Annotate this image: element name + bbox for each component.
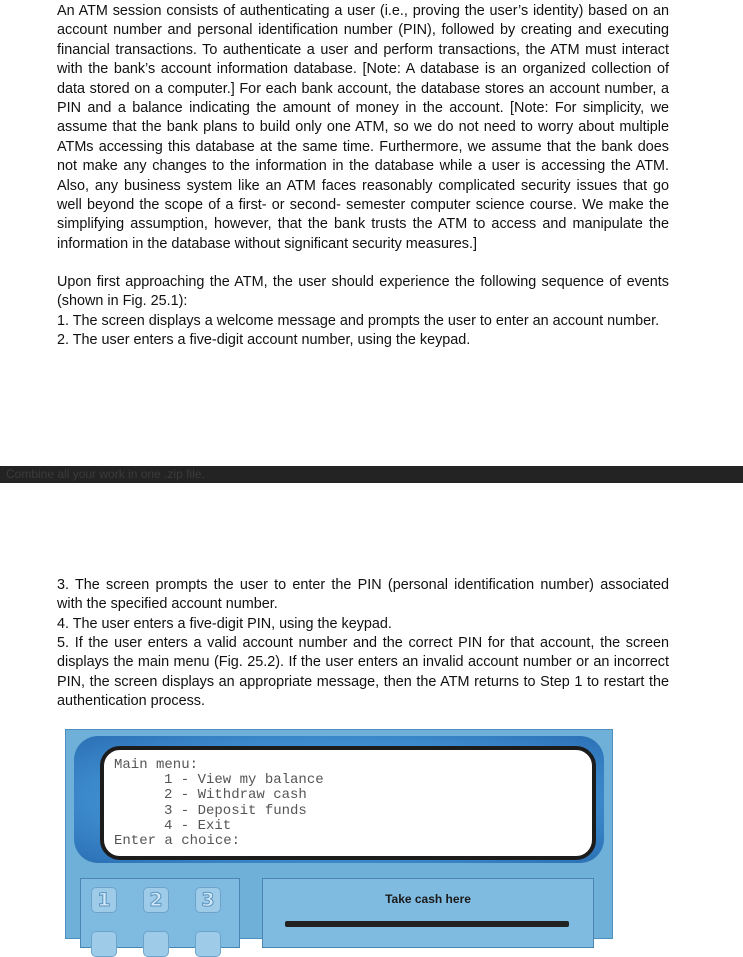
key-row2-a bbox=[91, 931, 117, 957]
atm-figure bbox=[65, 729, 613, 939]
step-3: 3. The screen prompts the user to enter the PIN (personal identification number) associated with the specified account number. bbox=[57, 577, 669, 613]
cash-label: Take cash here bbox=[385, 892, 471, 906]
menu-item-exit: 4 - Exit bbox=[164, 818, 232, 834]
menu-item-deposit: 3 - Deposit funds bbox=[164, 803, 307, 819]
step-5: 5. If the user enters a valid account number and the correct PIN for that account, the screen displays the main menu (Fig. 25.2). If the user enters an invalid account number or an incorrect PIN, the screen displays an appropriate message, then the ATM returns to Step 1 to restart the authentication process. bbox=[57, 635, 669, 710]
cash-slot-opening bbox=[285, 921, 569, 927]
atm-screen-bezel bbox=[74, 736, 604, 863]
page-divider bbox=[0, 466, 743, 483]
atm-keypad bbox=[80, 878, 240, 948]
key-row2-b bbox=[143, 931, 169, 957]
sequence-intro: Upon first approaching the ATM, the user should experience the following sequence of events (shown in Fig. 25.1): bbox=[57, 274, 669, 310]
menu-item-withdraw: 2 - Withdraw cash bbox=[164, 787, 307, 803]
menu-title: Main menu: bbox=[114, 757, 199, 773]
step-2: 2. The user enters a five-digit account number, using the keypad. bbox=[57, 332, 471, 348]
cash-dispenser bbox=[262, 878, 594, 948]
key-1: 1 bbox=[91, 887, 117, 913]
atm-screen bbox=[100, 746, 596, 860]
step-1: 1. The screen displays a welcome message and prompts the user to enter an account number. bbox=[57, 313, 660, 329]
step-4: 4. The user enters a five-digit PIN, using the keypad. bbox=[57, 616, 392, 632]
key-2: 2 bbox=[143, 887, 169, 913]
key-row2-c bbox=[195, 931, 221, 957]
key-3: 3 bbox=[195, 887, 221, 913]
menu-prompt: Enter a choice: bbox=[114, 833, 241, 849]
menu-item-balance: 1 - View my balance bbox=[164, 772, 324, 788]
divider-note: Combine all your work in one .zip file. bbox=[6, 467, 205, 481]
intro-paragraph: An ATM session consists of authenticating a user (i.e., proving the user’s identity) based on an account number and personal identification number (PIN), followed by creating and executing financial transactions. To authenticate a user and perform transactions, the ATM must interact with the bank’s account information database. [Note: A database is an organized collection of data stored on a computer.] For each bank account, the database stores an account number, a PIN and a balance indicating the amount of money in the account. [Note: For simplicity, we assume that the bank plans to build only one ATM, so we do not need to worry about multiple ATMs accessing this database at the same time. Furthermore, we assume that the bank does not make any changes to the information in the database while a user is accessing the ATM. Also, any business system like an ATM faces reasonably complicated security issues that go well beyond the scope of a first- or second- semester computer science course. We make the simplifying assumption, however, that the bank trusts the ATM to access and manipulate the information in the database without significant security measures.] bbox=[57, 3, 669, 252]
